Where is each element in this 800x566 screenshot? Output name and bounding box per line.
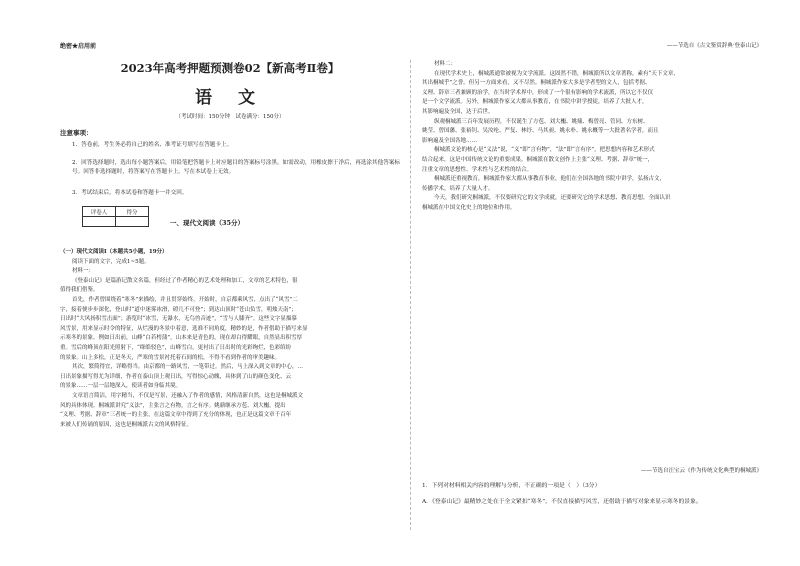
- reading-instruction: 阅读下面的文字，完成1~5题。: [72, 258, 150, 265]
- passage-line: 是一个文学流派。另外，桐城派作家又大都从事教育，在书院中讲学授徒，培养了大批人才，: [422, 99, 648, 106]
- passage-line: 桐城派在中国文化史上的地位和作用。: [422, 204, 516, 211]
- passage-line: “义理、考据、辞章”三者统一的主张，在这篇文章中得到了充分的体现，也正是这篇文章千百年: [60, 412, 292, 419]
- exam-title: 2023年高考押题预测卷02【新高考Ⅱ卷】: [120, 61, 340, 75]
- passage-line: 日出景象描写得尤为详细，作者在泰山顶上观日出，写得惊心动魄，具体到了山的颜色变化、云: [60, 373, 292, 380]
- passage-line: 姚莹、曾国藩、张裕钊、吴汝纶、严复、林纾、马其昶、姚永朴、姚永概等一大批著名学者，而且: [422, 128, 659, 135]
- left-column: [60, 0, 400, 566]
- confidential-mark: 绝密★启用前: [60, 43, 97, 50]
- passage-line: 的景象……一层一层地深入，使读者如身临其境。: [60, 383, 182, 390]
- passage-line: 值得我们借鉴。: [60, 287, 99, 294]
- score-box: [82, 206, 149, 227]
- notice-item: 2．回答选择题时，选出每小题答案后，用铅笔把答题卡上对应题目的答案标号涂黑。如需改动，用橡皮擦干净后，再选涂其他答案标号。回答非选择题时，将答案写在答题卡上。写在本试卷上无效。: [72, 160, 400, 175]
- passage-line: 桐城派还重视教育，桐城派作家大都从事教育事业，他们在全国各地的书院中讲学，弘扬古文，: [434, 176, 666, 183]
- passage-line: 《登泰山记》是篇游记散文名篇，但经过了作者精心的艺术处理和加工，文章的艺术特色，很: [72, 277, 298, 284]
- score-box-grader-cell: [83, 217, 116, 227]
- material-label: 材料一：: [72, 268, 95, 275]
- passage-line: 来被人们传诵的原因，这也是桐城派古文的风格特征。: [60, 421, 193, 428]
- subject-title: 语 文: [195, 88, 265, 108]
- reading-passage-right: [422, 60, 762, 214]
- passage-line: 其出桐城乎”之誉。但另一方面来看，又不尽然。桐城派作家大多是学者型的文人，包括考据、: [422, 80, 651, 87]
- exam-meta: （考试时间：150分钟 试卷满分：150分）: [175, 114, 285, 120]
- passage-line: 的景象。山上多松，正是冬天，严寒的雪景衬托着石间的松，不得不看到作者的审美趣味。: [60, 354, 281, 361]
- passage-line: 示寒冬的景象。例如日出前，山峰“白若樗蒲”，山本来是青色的，现在却白得耀眼，自然显出积雪厚: [60, 335, 303, 342]
- passage-line: 在现代学术史上，桐城派通常被视为文学流派。这固然不错，桐城派所以文章著称，素有“天下文章，: [434, 70, 679, 77]
- passage-line: 字，接着便步步深化，登山时“道中迷雾冰滑，磴几不可登”；到达山顶时“苍山负雪，明烛天南”；: [60, 306, 297, 313]
- passage-line: 重。雪后的峰顶在阳光照射下，“绛皓驳色”，山峰雪白，更衬出了日出时的光彩绚烂，色彩缤纷: [60, 344, 292, 351]
- right-column: [422, 0, 762, 566]
- section-heading: 一、现代文阅读（35分）: [170, 219, 245, 227]
- score-box-score-cell: [116, 217, 149, 227]
- column-divider: [410, 60, 411, 530]
- score-box-score-label: 得分: [116, 207, 149, 217]
- source-citation: ——节选自《古文鉴赏辞典·登泰山记》: [666, 43, 762, 49]
- passage-line: 桐城派文论的核心是“义法”说，“义”即“言有物”，“法”即“言有序”，把思想内容和艺术形式: [434, 147, 655, 154]
- subsection-heading: （一）现代文阅读Ⅰ（本题共5小题，19分）: [60, 249, 168, 255]
- passage-line: 首先，作者曾围绕着“寒冬”来描绘，并且贯穿始终。开始时，自京都乘风雪，点出了“风雪”二: [72, 296, 298, 303]
- notice-item: 1．答卷前，考生务必将自己的姓名、准考证号填写在答题卡上。: [72, 142, 233, 148]
- passage-line: 纵观桐城派三百年发展历程，不仅诞生了方苞、刘大櫆、姚鼐、梅曾亮、管同、方东树、: [434, 118, 649, 125]
- notice-title: 注意事项：: [60, 129, 93, 137]
- passage-line: 日出时“大风扬积雪击面”；游览时“冰雪，无瀑水，无鸟兽音迹”，“雪与人膝齐”。这些文字显描摹: [60, 316, 297, 323]
- score-box-grader-label: 评卷人: [83, 207, 116, 217]
- passage-line: 其次，繁简得宜，详略得当。由京都的一路风雪，一笔带过。然后，马上深入到文章的中心，…: [72, 364, 304, 371]
- reading-passage-left: [60, 248, 400, 430]
- notice-item: 3．考试结束后，将本试卷和答题卡一并交回。: [72, 190, 188, 196]
- passage-line: 影响遍及全国各地……: [422, 137, 478, 144]
- material-label: 材料二：: [434, 61, 457, 67]
- passage-line: 注重文章的思想性、学术性与艺术性的结合。: [422, 166, 533, 173]
- passage-line: 传播学术，培养了大量人才。: [422, 185, 494, 192]
- passage-line: 文章语言简洁，用字精当，不仅是写景，还融入了作者的感情，风格清新自然，这也是桐城派文: [72, 392, 304, 399]
- question-1: 1．下列对材料相关内容的理解与分析，不正确的一项是（ ）（3分）: [422, 483, 601, 489]
- source-citation: ——节选自汪宝云《作为传统文化典型的桐城派》: [640, 468, 762, 474]
- question-1-option-a: A．《登泰山记》最精妙之处在于全文紧扣“寒冬”，不仅直接描写风雪，还借助于描写对象来显示寒冬的景象。: [422, 499, 702, 505]
- passage-line: 义理、辞章三者兼顾的治学，在当时学术界中，形成了一个很有影响的学术流派，所以它不仅仅: [422, 89, 654, 96]
- passage-line: 结合起来，这是中国传统文论的重要成果。桐城派在散文创作上主张“义理、考据、辞章”统一，: [422, 156, 654, 163]
- passage-line: 今天，我们研究桐城派，不仅要研究它的文学成就，还要研究它的学术思想、教育思想，全面认识: [434, 195, 671, 202]
- passage-line: 风的具体体现。桐城派讲究“义法”，主张言之有物，言之有序。姚鼐继承方苞、刘大櫆，提出: [60, 402, 286, 409]
- passage-line: 风雪景，用来显示时令的特征，从烂漫的冬景中着意，选准不同角度，精妙的是，作者借助于描写来显: [60, 325, 308, 332]
- passage-line: 其影响遍及全国，达于后世。: [422, 108, 494, 115]
